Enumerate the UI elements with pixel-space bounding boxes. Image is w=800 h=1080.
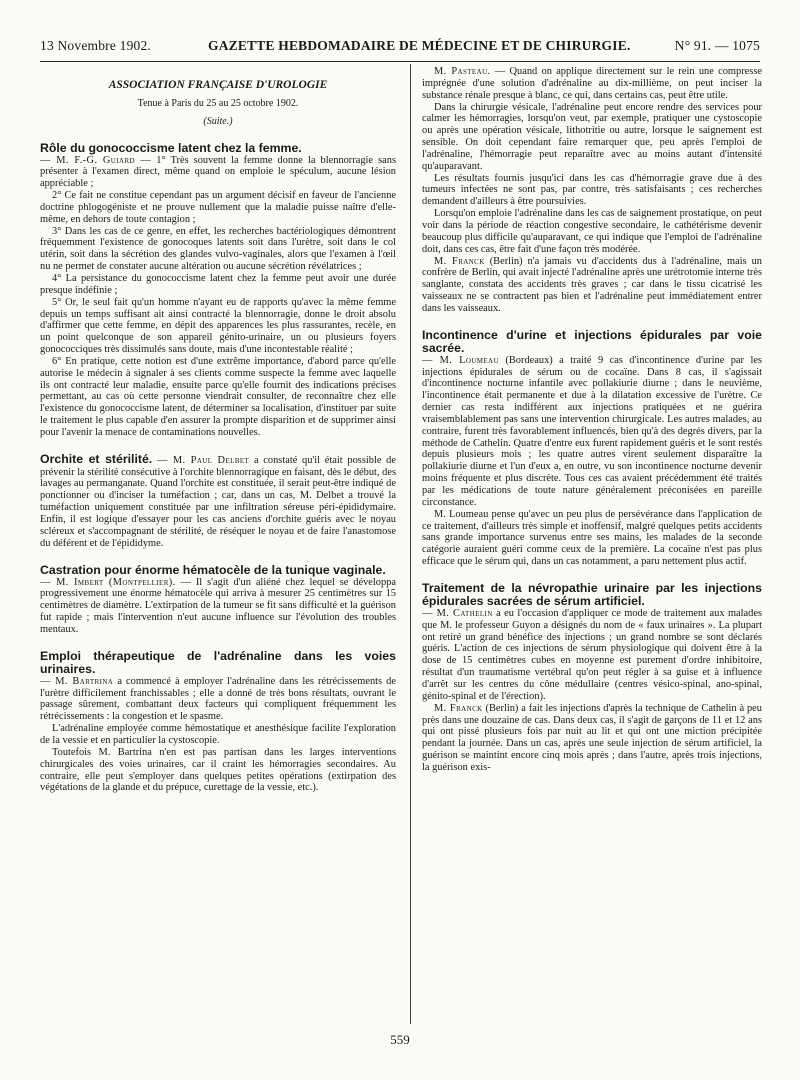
- issue-page-number: N° 91. — 1075: [674, 38, 760, 53]
- paragraph: — Il s'agit d'un aliéné chez lequel se développa progressivement une énorme hématocèle qui arriva à mesurer 25 centimètres sur 15 centimètres de diamètre. L'extirpation de la tumeur se fit sans difficulté et la guérison fut rapide ; mais l'intervention n'eut aucune influence sur l'évolution des troubles mentaux.: [40, 576, 396, 635]
- section-title: Rôle du gonococcisme latent chez la femme.: [40, 140, 302, 155]
- author: — M. Bartrina: [40, 675, 114, 687]
- author: M. Pasteau.: [434, 66, 491, 77]
- paragraph: 2° Ce fait ne constitue cependant pas un argument décisif en faveur de l'ancienne doctrine phlogogéniste et ne prouve nullement que la maladie puisse naître d'elle-même, en dehors de toute contagion ;: [40, 190, 396, 225]
- section-nevropathie: [422, 582, 762, 774]
- paragraph: M. Loumeau pense qu'avec un peu plus de persévérance dans l'application de ce traitement, d'ailleurs très simple et inoffensif, malgré quelques petits accidents sans grande importance survenus entre ses mains, les malades de la seconde catégorie auraient guéri comme ceux de la première. La cocaïne n'est pas plus efficace que le sérum qui, dans un cas notamment, a paru nettement plus actif.: [422, 508, 762, 568]
- author: M. Franck: [434, 255, 485, 267]
- section-title: Incontinence d'urine et injections épidurales par voie sacrée.: [422, 327, 762, 355]
- paragraph: Toutefois M. Bartrina n'en est pas partisan dans les larges interventions chirurgicales des voies urinaires, car il craint les hémorragies secondaires. Au contraire, elle peut s'employer dans quelques petites opérations (extirpation des végétations de la glande et du prépuce, curettage de la vessie, etc.).: [40, 746, 396, 794]
- paragraph: 6° En pratique, cette notion est d'une extrême importance, d'abord parce qu'elle autorise le médecin à signaler à ses clients comme suspecte la femme avec laquelle ils ont contracté leur maladie, ensuite parce qu'elle fournit des indications précises permettant, au cas où cette personne viendrait consulter, de reconnaître chez elle l'existence du gonococcisme latent, de déterminer sa localisation, d'instituer par suite le traitement le plus capable d'en assurer la prompte disparition et de supprimer ainsi pour l'avenir la menace de contaminations nouvelles.: [40, 355, 396, 438]
- author: — M. F.-G. Guiard —: [40, 154, 152, 166]
- meeting-info: Tenue à Paris du 25 au 25 octobre 1902.: [137, 97, 299, 109]
- paragraph: a commencé à employer l'adrénaline dans les rétrécissements de l'urètre difficilement franchissables ; elle a donné de très bons résultats, ouvrant le passage sûrement, combattant deux facteurs qui compliquent fréquemment les rétrécissements : la congestion et le spasme.: [40, 675, 396, 723]
- paragraph: (Bordeaux) a traité 9 cas d'incontinence d'urine par les injections épidurales de sérum ou de cocaïne. Dans 8 cas, il s'agissait d'incontinence nocturne infantile avec pollakiurie diurne ; dans le neuvième, l'incontinence était permanente et due à la dilatation excessive de l'urètre. Ce dernier cas resta indifférent aux injections pratiquées et ne guérira vraisemblablement pas sans une intervention chirurgicale. Les autres malades, au contraire, furent très favorablement influencés, bien qu'à des degrés divers, par la méthode de Cathelin. Quatre d'entre eux furent rapidement guéris et le sont restés depuis plusieurs mois ; les quatre autres virent seulement disparaître la pollakiurie diurne et l'un d'eux a, en outre, vu son incontinence nocturne devenir moins fréquente et plus discrète. Tous ces cas avaient précédemment été traités par les médications de toute nature généralement préconisées en pareille circonstance.: [422, 354, 762, 508]
- paragraph: Lorsqu'on emploie l'adrénaline dans les cas de saignement prostatique, on peut voir dans la période de réaction congestive secondaire, le cathétérisme devenir beaucoup plus difficile qu'auparavant, ce qui indique que l'emploi de l'adrénaline doit, dans ces cas, être fait d'une façon très modérée.: [422, 208, 762, 255]
- author: M. Franck: [434, 702, 483, 714]
- section-title: Castration pour énorme hématocèle de la tunique vaginale.: [40, 562, 386, 577]
- section-castration: [40, 564, 396, 636]
- author: — M. Paul Delbet: [156, 454, 250, 466]
- paragraph: (Berlin) n'a jamais vu d'accidents dus à l'adrénaline, mais un confrère de Berlin, qui avait injecté l'adrénaline après une urétrotomie interne très sanglante, constata des accidents très graves ; car dans le tissu cicatrisé les vaisseaux ne se contractent pas bien et l'adrénaline peut immédiatement entrer dans les vaisseaux.: [422, 255, 762, 314]
- association-title: ASSOCIATION FRANÇAISE D'UROLOGIE: [108, 79, 328, 91]
- paragraph: 4° La persistance du gonococcisme latent chez la femme peut avoir une durée presque indéfinie ;: [40, 272, 396, 296]
- paragraph: L'adrénaline employée comme hémostatique et anesthésique facilite l'exploration de la vessie et en particulier la cystoscopie.: [40, 723, 396, 746]
- paragraph: Les résultats fournis jusqu'ici dans les cas d'hémorragie grave due à des tumeurs infectées ne sont pas, par contre, très satisfaisants ; ces recherches demandent d'ailleurs à être poursuivies.: [422, 172, 762, 208]
- left-column: [40, 66, 396, 794]
- paragraph: a constaté qu'il était possible de prévenir la stérilité consécutive à l'orchite blennorragique en faisant, dès le début, des lavages au permanganate. Quand l'orchite est constituée, il serait peut-être indiqué de ponctionner ou d'inciser la tuméfaction ; car, dans un cas, M. Delbet a trouvé la tuméfaction uniquement constituée par une infiltration séreuse péri-épididymaire. Enfin, il est logique d'essayer pour les cas anciens d'orchite guéris avec le noyau scléreux et s'accompagnant de stérilité, de réséquer le noyau et de faire l'anastomose du déférent et de l'épididyme.: [40, 454, 396, 549]
- section-gonococcisme: [40, 142, 396, 439]
- author: — M. Loumeau: [422, 354, 499, 366]
- issue-date: 13 Novembre 1902.: [40, 38, 152, 53]
- section-title: Emploi thérapeutique de l'adrénaline dans les voies urinaires.: [40, 648, 396, 676]
- paragraph: 3° Dans les cas de ce genre, en effet, les recherches bactériologiques démontrent fréquemment l'existence de gonocoques latents soit dans l'urètre, soit dans le col utérin, soit dans la sécrétion des glandes vulvo-vaginales, alors que l'examen à l'œil nu ne permet de constater aucune altération ou aucune sécrétion révélatrices ;: [40, 225, 396, 273]
- header-rule: [40, 61, 760, 62]
- section-adrenaline: [40, 650, 396, 794]
- section-title: Traitement de la névropathie urinaire par les injections épidurales sacrées de sérum artificiel.: [422, 580, 762, 608]
- page-number: 559: [390, 1032, 410, 1047]
- paragraph: Dans la chirurgie vésicale, l'adrénaline peut encore rendre des services pour calmer les hémorragies, lorsqu'on veut, par exemple, pratiquer une cystoscopie ou après une opération vésicale, lithotritie ou autre, lorsque le saignement est sensible. On doit cependant faire remarquer que, peu après l'emploi de l'adrénaline, l'hémorragie peut reparaître avec au moins autant d'intensité qu'auparavant.: [422, 101, 762, 172]
- section-incontinence: [422, 329, 762, 568]
- section-title: Orchite et stérilité.: [40, 451, 153, 466]
- section-orchite: [40, 453, 396, 550]
- paragraph: — Quand on applique directement sur le rein une compresse imprégnée d'une solution d'adrénaline au dix-millième, on peut inciser la substance rénale presque à blanc, ce qui, dans certains cas, peut être utile.: [422, 66, 762, 101]
- journal-title: GAZETTE HEBDOMADAIRE DE MÉDECINE ET DE CHIRURGIE.: [208, 38, 631, 53]
- author: — M. Cathelin: [422, 607, 493, 619]
- paragraph: a eu l'occasion d'appliquer ce mode de traitement aux malades que M. le professeur Guyon a désignés du nom de « faux urinaires ». La plupart ont retiré un grand bénéfice des injections ; un grand nombre se sont déclarés guéris. L'action de ces injections de sérum physiologique qui doivent être à la dose de 15 centimètres cubes en moyenne est purement d'ordre inhibitoire, résultat d'un traumatisme vertébral qu'on peut régler à sa guise et à influence d'arrêt sur les centres du cône médullaire (centres vésico-spinal, ano-spinal, génito-spinal et de l'érection).: [422, 607, 762, 702]
- paragraph: 1° Très souvent la femme donne la blennorragie sans présenter à l'examen direct, même quand on emploie le spéculum, aucune lésion appréciable ;: [40, 154, 396, 190]
- column-divider: [410, 64, 411, 1024]
- paragraph: 5° Or, le seul fait qu'un homme n'ayant eu de rapports qu'avec la même femme depuis un temps suffisant ait ainsi contracté la blennorragie, donne le droit absolu d'affirmer que cette femme, en dépit des apparences les plus rassurantes, recèle, en un point quelconque de son appareil génito-urinaire, un ou plusieurs foyers gonococciques très dissimulés sans doute, mais d'une incontestable réalité ;: [40, 296, 396, 356]
- right-column: [422, 66, 762, 774]
- paragraph: (Berlin) a fait les injections d'après la technique de Cathelin à peu près dans une douzaine de cas. Dans deux cas, il s'agit de garçons de 11 et 12 ans qui ont pissé plusieurs fois par nuit au lit et qui ont une miction précipitée pendant la journée. Dans un cas, après une seule injection de sérum artificiel, la guérison se maintint encore cinq mois après ; dans l'autre, après trois injections, la guérison exis-: [422, 702, 762, 773]
- continued-label: (Suite.): [203, 115, 233, 127]
- author: — M. Imbert (Montpellier).: [40, 576, 176, 588]
- running-header: [40, 38, 760, 60]
